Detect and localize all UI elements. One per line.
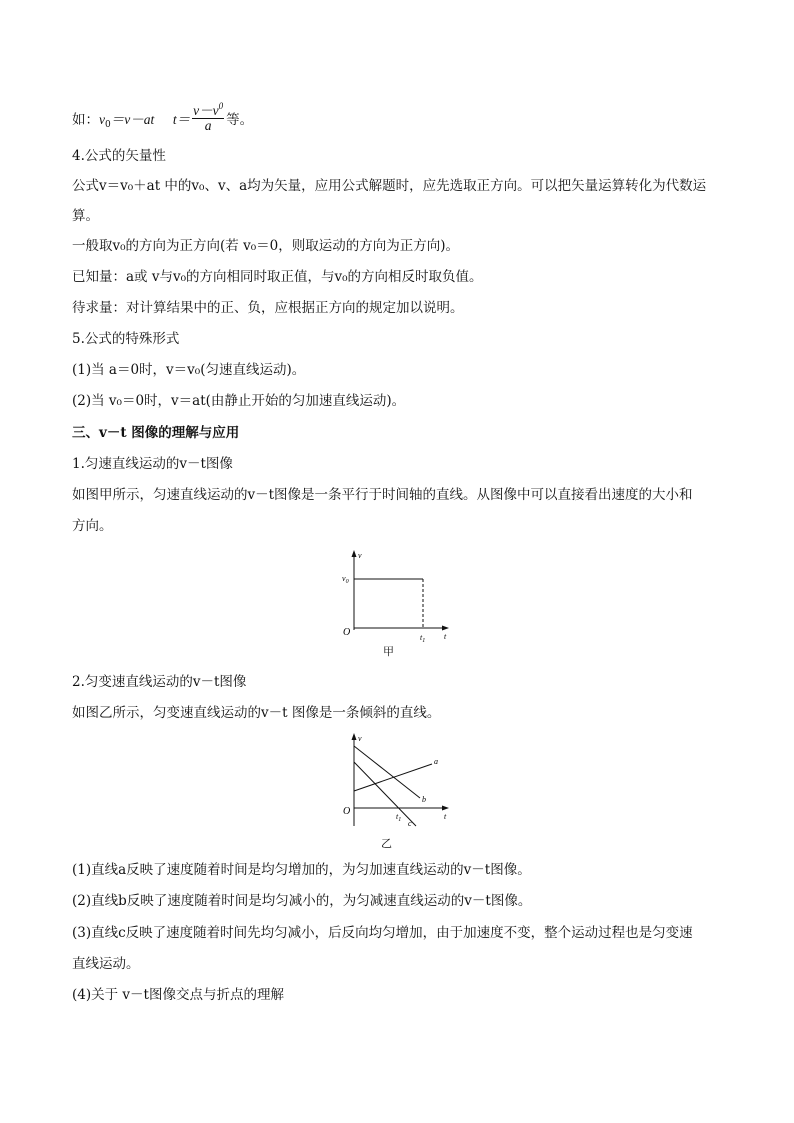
paragraph-line: 公式v＝v₀＋at 中的v₀、v、a均为矢量，应用公式解题时，应先选取正方向。可以把矢量运算转化为代数运 (72, 178, 707, 194)
paragraph-line: 已知量：a或 v与v₀的方向相同时取正值，与v₀的方向相反时取负值。 (72, 269, 483, 285)
paragraph-line: (1)直线a反映了速度随着时间是均匀增加的，为匀加速直线运动的v－t图像。 (72, 862, 531, 878)
paragraph-line: (2)直线b反映了速度随着时间是均匀减小的，为匀减速直线运动的v－t图像。 (72, 893, 532, 909)
t-axis-arrow (442, 806, 449, 811)
paragraph-line: 如图乙所示，匀变速直线运动的v－t 图像是一条倾斜的直线。 (72, 705, 441, 721)
section-heading-5: 5.公式的特殊形式 (72, 331, 180, 347)
subsection-heading-2: 2.匀变速直线运动的v－t图像 (72, 674, 247, 690)
figure-yi-caption: 乙 (381, 837, 392, 850)
subsection-heading-1: 1.匀速直线运动的v－t图像 (72, 456, 233, 472)
t1-sub: 1 (398, 817, 402, 823)
formula-rest: ＝v－at (110, 112, 155, 127)
figure-jia-caption: 甲 (383, 645, 394, 658)
t1-label (420, 633, 425, 644)
paragraph-line: (4)关于 v－t图像交点与折点的理解 (72, 987, 284, 1003)
v-axis-arrow (352, 733, 357, 740)
formula-t: t＝ (172, 112, 191, 127)
line-c-label: c (408, 819, 412, 828)
t1-label (396, 812, 401, 823)
t1-main: t (420, 633, 423, 642)
text: 等。 (226, 112, 254, 128)
v0-label (342, 574, 349, 585)
subscript: 0 (105, 120, 111, 130)
paragraph-line: (2)当 v₀＝0时，v＝at(由静止开始的匀加速直线运动)。 (72, 393, 406, 409)
formula-example-line (72, 101, 732, 135)
t1-main: t (396, 812, 399, 821)
fraction-denominator: a (204, 118, 212, 133)
paragraph-line: (1)当 a＝0时，v＝v₀(匀速直线运动)。 (72, 362, 306, 378)
paragraph-line: 一般取v₀的方向为正方向(若 v₀＝0，则取运动的方向为正方向)。 (72, 238, 459, 254)
section-heading-3: 三、v－t 图像的理解与应用 (72, 425, 240, 441)
origin-label: O (343, 627, 351, 638)
line-a (354, 764, 432, 791)
paragraph-line: 待求量：对计算结果中的正、负，应根据正方向的规定加以说明。 (72, 300, 464, 316)
line-b-label: b (422, 795, 426, 804)
numerator-text: v－v (193, 103, 219, 118)
formula-v0: v (99, 112, 105, 127)
section-heading-4: 4.公式的矢量性 (72, 148, 166, 164)
paragraph-line: 算。 (72, 208, 99, 224)
paragraph-line: (3)直线c反映了速度随着时间先均匀减小，后反向均匀增加，由于加速度不变，整个运动过程也是匀变速 (72, 925, 693, 941)
t-axis-label: t (444, 632, 447, 641)
v-axis-label: v (358, 551, 362, 560)
line-c (354, 762, 416, 826)
fraction (192, 101, 224, 133)
origin-label: O (343, 806, 351, 817)
paragraph-line: 直线运动。 (72, 956, 140, 972)
v-axis-arrow (352, 550, 357, 557)
t-axis-arrow (442, 626, 449, 631)
v-axis-label: v (358, 734, 362, 743)
paragraph-line: 如图甲所示，匀速直线运动的v－t图像是一条平行于时间轴的直线。从图像中可以直接看出速度的大小和 (72, 487, 693, 503)
t-axis-label: t (444, 812, 447, 821)
figure-jia (336, 548, 466, 648)
figure-yi (336, 730, 466, 830)
v0-sub: 0 (345, 579, 349, 585)
t1-sub: 1 (422, 638, 426, 644)
line-a-label: a (434, 757, 438, 766)
text: 如： (72, 112, 99, 128)
paragraph-line: 方向。 (72, 518, 113, 534)
fraction-numerator (192, 101, 224, 119)
numerator-sup: 0 (218, 101, 224, 111)
v0-main: v (342, 574, 346, 583)
